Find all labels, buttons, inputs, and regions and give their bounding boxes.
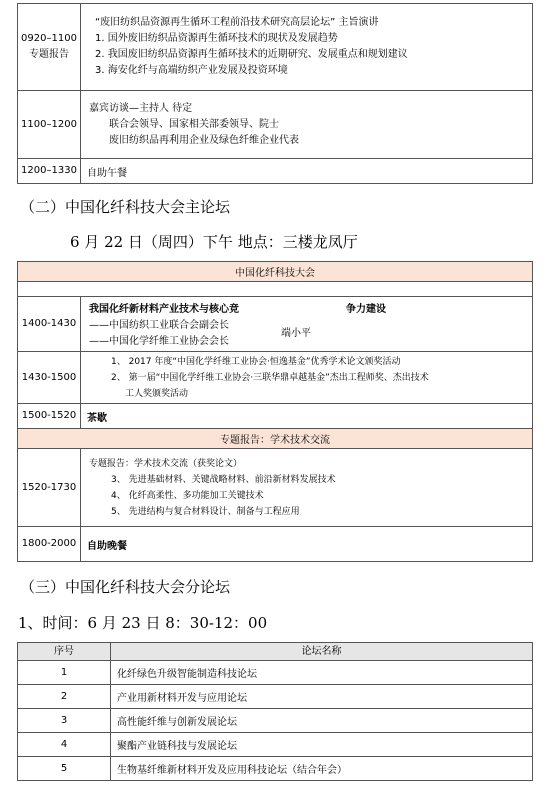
spacer-cell [18, 282, 533, 297]
time-cell: 1800-2000 [18, 527, 81, 562]
content-line: 5、 先进结构与复合材料设计、制备与工程应用 [111, 506, 300, 517]
content-cell [81, 297, 533, 352]
content-line: 联合会领导、国家相关部委领导、院士 [109, 118, 279, 130]
table-row [18, 709, 533, 733]
forum-name: 高性能纤维与创新发展论坛 [111, 709, 533, 733]
time-cell: 1430-1500 [18, 352, 81, 404]
row-number: 1 [18, 661, 111, 685]
time-cell: 1400-1430 [18, 297, 81, 352]
table-row [18, 527, 533, 562]
content-line: 1、 2017 年度“中国化学纤维工业协会·恒逸基金”优秀学术论文颁奖活动 [111, 356, 401, 367]
forum-list-table [17, 642, 533, 781]
table-row [18, 262, 533, 282]
content-line: 2、 第一届“中国化学纤维工业协会·三联华鼎卓越基金”杰出工程师奖、杰出技术 [111, 372, 429, 383]
content-cell: 自助晚餐 [81, 527, 533, 562]
content-line: “废旧纺织品资源再生循环工程前沿技术研究高层论坛” 主旨演讲 [95, 17, 379, 28]
table-title: 中国化纤科技大会 [18, 262, 533, 282]
content-line: 专题报告：学术技术交流（获奖论文） [89, 458, 243, 469]
row-number: 2 [18, 685, 111, 709]
table-row [18, 159, 533, 184]
content-line: 3. 海安化纤与高端纺织产业发展及投资环境 [95, 65, 288, 76]
speaker-name: 端小平 [281, 328, 311, 339]
content-cell [81, 4, 533, 91]
table-row [18, 282, 533, 297]
forum-name: 生物基纤维新材料开发及应用科技论坛（结合年会） [111, 757, 533, 781]
time-cell: 1500-1520 [18, 404, 81, 429]
schedule-table-2 [17, 261, 533, 562]
content-cell: 茶歇 [81, 404, 533, 429]
table-row [18, 733, 533, 757]
time-cell [18, 4, 81, 91]
forum-name: 产业用新材料开发与应用论坛 [111, 685, 533, 709]
speaker-role: ——中国纺织工业联合会副会长 [89, 320, 229, 331]
table-row [18, 297, 533, 352]
row-number: 5 [18, 757, 111, 781]
section-subheading: 6 月 22 日（周四）下午 地点：三楼龙凤厅 [70, 233, 358, 251]
table-row [18, 449, 533, 527]
session-type-label: 专题报告 [29, 49, 69, 60]
time-cell: 1520-1730 [18, 449, 81, 527]
column-header: 序号 [18, 643, 111, 661]
content-line: 1. 国外废旧纺织品资源再生循环技术的现状及发展趋势 [95, 33, 338, 44]
table-row [18, 661, 533, 685]
table-header-row [18, 643, 533, 661]
schedule-table-1 [17, 3, 533, 184]
time-cell: 1200–1330 [18, 159, 81, 184]
content-cell [81, 449, 533, 527]
forum-name: 聚酯产业链科技与发展论坛 [111, 733, 533, 757]
content-line: 4、 化纤高柔性、多功能加工关键技术 [111, 490, 264, 501]
section-bar: 专题报告：学术技术交流 [18, 429, 533, 449]
time-label: 0920–1100 [21, 33, 77, 44]
table-row [18, 91, 533, 159]
speaker-role: ——中国化学纤维工业协会会长 [89, 336, 229, 347]
time-cell: 1100–1200 [18, 91, 81, 159]
forum-name: 化纤绿色升级智能制造科技论坛 [111, 661, 533, 685]
table-row [18, 352, 533, 404]
column-header: 论坛名称 [111, 643, 533, 661]
table-row [18, 757, 533, 781]
row-number: 4 [18, 733, 111, 757]
content-line: 2. 我国废旧纺织品资源再生循环技术的近期研究、发展重点和规划建议 [95, 49, 408, 60]
content-cell [81, 352, 533, 404]
talk-title-cont: 争力建设 [346, 304, 386, 315]
row-number: 3 [18, 709, 111, 733]
table-row [18, 4, 533, 91]
content-line: 嘉宾访谈—主持人 待定 [89, 102, 193, 114]
talk-title: 我国化纤新材料产业技术与核心竞 [89, 304, 239, 315]
content-line: 工人奖颁奖活动 [125, 388, 189, 399]
content-line: 3、 先进基础材料、关键战略材料、前沿新材料发展技术 [111, 474, 336, 485]
table-row [18, 685, 533, 709]
section-heading: （二）中国化纤科技大会主论坛 [20, 198, 231, 216]
content-line: 废旧纺织品再利用企业及绿色纤维企业代表 [109, 134, 299, 146]
content-cell: 自助午餐 [81, 159, 533, 184]
section-heading: （三）中国化纤科技大会分论坛 [20, 578, 231, 596]
section-subheading: 1、时间：6 月 23 日 8：30-12：00 [18, 614, 268, 632]
table-row [18, 404, 533, 429]
table-row [18, 429, 533, 449]
content-cell [81, 91, 533, 159]
